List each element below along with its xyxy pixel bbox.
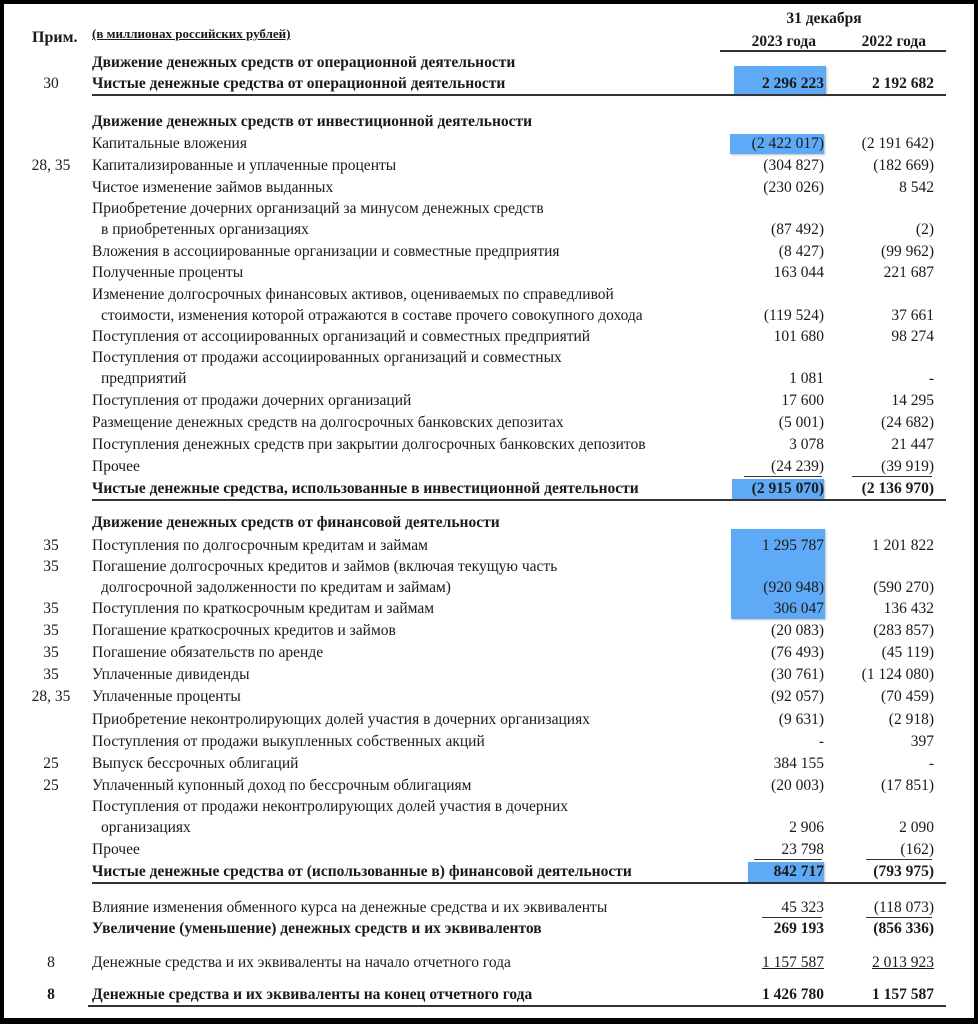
table-row: долгосрочной задолженности по кредитам и займам) (920 948) (590 270) bbox=[101, 579, 934, 596]
final-total-rule bbox=[88, 1005, 946, 1007]
table-row: Вложения в ассоциированные организации и совместные предприятия (8 427) (99 962) bbox=[92, 243, 934, 260]
table-row: Поступления от продажи ассоциированных организаций и совместных bbox=[92, 349, 562, 366]
table-row: Изменение долгосрочных финансовых активов, оцениваемых по справедливой bbox=[92, 286, 614, 303]
units-label: (в миллионах российских рублей) bbox=[92, 26, 291, 41]
table-row: 28, 35 Капитализированные и уплаченные проценты (304 827) (182 669) bbox=[31, 157, 934, 174]
table-row: 35 Уплаченные дивиденды (30 761) (1 124 080) bbox=[43, 666, 934, 683]
subtotal-rule bbox=[744, 476, 822, 477]
table-row: стоимости, изменения которой отражаются в составе прочего совокупного дохода (119 524) 37 661 bbox=[101, 307, 934, 324]
table-row: Полученные проценты 163 044 221 687 bbox=[92, 264, 934, 281]
table-row: Поступления от продажи выкупленных собственных акций - 397 bbox=[92, 733, 934, 750]
table-row: Приобретение неконтролирующих долей участия в дочерних организациях (9 631) (2 918) bbox=[92, 711, 934, 728]
subtotal-rule bbox=[866, 859, 932, 860]
investing-total-row: Чистые денежные средства, использованные в инвестиционной деятельности (2 915 070) (2 136 970) bbox=[92, 480, 934, 497]
cash-flow-statement bbox=[4, 4, 974, 1018]
col-2023-header: 2023 года bbox=[751, 33, 816, 50]
table-row: предприятий 1 081 - bbox=[101, 370, 934, 387]
table-row: Поступления от продажи неконтролирующих долей участия в дочерних bbox=[92, 798, 568, 815]
operating-total-rule bbox=[92, 94, 946, 96]
table-row: Прочее (24 239) (39 919) bbox=[92, 458, 934, 475]
table-row: Приобретение дочерних организаций за минусом денежных средств bbox=[92, 200, 544, 217]
section-heading-investing: Движение денежных средств от инвестиционной деятельности bbox=[92, 113, 533, 130]
table-row: 35 Поступления по долгосрочным кредитам и займам 1 295 787 1 201 822 bbox=[43, 537, 934, 554]
column-header-row bbox=[4, 27, 974, 48]
col-2022-header: 2022 года bbox=[861, 33, 926, 50]
section-heading-operating: Движение денежных средств от операционной деятельности bbox=[92, 54, 516, 71]
table-row: Прочее 23 798 (162) bbox=[92, 841, 934, 858]
table-row: 35 Поступления по краткосрочным кредитам и займам 306 047 136 432 bbox=[43, 600, 934, 617]
table-row: 25 Выпуск бессрочных облигаций 384 155 - bbox=[43, 755, 934, 772]
section-heading-financing: Движение денежных средств от финансовой деятельности bbox=[92, 514, 500, 531]
net-change-row: Увеличение (уменьшение) денежных средств и их эквивалентов 269 193 (856 336) bbox=[92, 920, 934, 937]
financing-total-rule bbox=[92, 882, 946, 884]
table-row: в приобретенных организациях (87 492) (2) bbox=[101, 221, 934, 238]
table-row: 35 Погашение краткосрочных кредитов и займов (20 083) (283 857) bbox=[43, 622, 934, 639]
investing-total-rule bbox=[92, 499, 946, 501]
table-row: Размещение денежных средств на долгосрочных банковских депозитах (5 001) (24 682) bbox=[92, 414, 934, 431]
table-row: Чистое изменение займов выданных (230 026) 8 542 bbox=[92, 179, 934, 196]
financing-total-row: Чистые денежные средства от (использованные в) финансовой деятельности 842 717 (793 975) bbox=[92, 863, 934, 880]
table-row: 35 Погашение долгосрочных кредитов и займов (включая текущую часть bbox=[43, 558, 558, 575]
note-column-header: Прим. bbox=[32, 29, 78, 46]
cash-begin-row: 8 Денежные средства и их эквиваленты на начало отчетного года 1 157 587 2 013 923 bbox=[47, 954, 934, 971]
table-row: 28, 35 Уплаченные проценты (92 057) (70 459) bbox=[31, 688, 934, 705]
table-row: организациях 2 906 2 090 bbox=[101, 819, 934, 836]
table-row: Поступления от продажи дочерних организаций 17 600 14 295 bbox=[92, 392, 934, 409]
table-row: 25 Уплаченный купонный доход по бессрочным облигациям (20 003) (17 851) bbox=[43, 777, 934, 794]
table-row: Поступления денежных средств при закрытии долгосрочных банковских депозитов 3 078 21 447 bbox=[92, 436, 934, 453]
table-row: Капитальные вложения (2 422 017) (2 191 642) bbox=[92, 135, 934, 152]
cash-end-row: 8 Денежные средства и их эквиваленты на конец отчетного года 1 426 780 1 157 587 bbox=[47, 986, 934, 1003]
table-row: Поступления от ассоциированных организаций и совместных предприятий 101 680 98 274 bbox=[92, 328, 934, 345]
operating-total-row: 30 Чистые денежные средства от операционной деятельности 2 296 223 2 192 682 bbox=[43, 75, 934, 92]
date-header: 31 декабря bbox=[786, 10, 862, 27]
subtotal-rule bbox=[754, 859, 822, 860]
table-row: 35 Погашение обязательств по аренде (76 493) (45 119) bbox=[43, 644, 934, 661]
fx-effect-row: Влияние изменения обменного курса на денежные средства и их эквиваленты 45 323 (118 073) bbox=[92, 899, 934, 916]
subtotal-rule bbox=[852, 476, 932, 477]
